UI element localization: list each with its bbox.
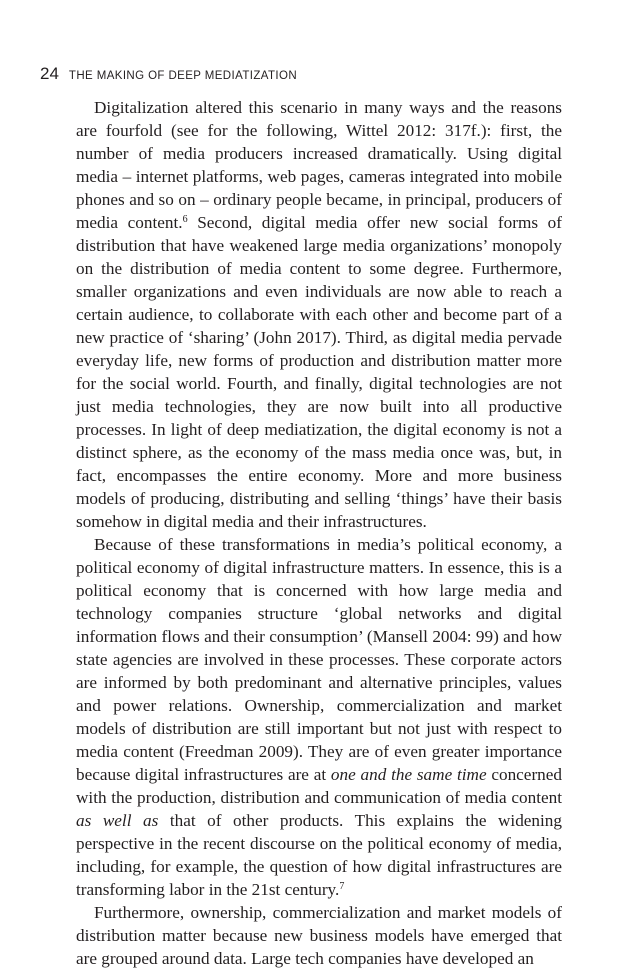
page-number: 24 (40, 64, 59, 83)
paragraph-1-text-a: Digitalization altered this scenario in many ways and the reasons are fourfold (see for the following, Wittel 2012: 317f.): first, the number of media producers increased dramatically. Using digital media – internet platforms, web pages, cameras integrated into mobile phones and so on – ordinary people became, in principal, producers of media content. (76, 98, 562, 232)
paragraph-2-text-b: concerned with the production, distribution and communication of media content (76, 765, 562, 807)
paragraph-3-text-a: Furthermore, ownership, commercialization and market models of distribution matter because new business models have emerged that are grouped around data. Large tech companies have developed an (76, 903, 562, 968)
running-title: THE MAKING OF DEEP MEDIATIZATION (68, 70, 298, 82)
paragraph-2-italic-b: as well as (76, 811, 159, 830)
body-text (76, 96, 562, 970)
footnote-marker-7: 7 (339, 881, 345, 892)
paragraph-1-text-b: Second, digital media offer new social forms of distribution that have weakened large media organizations’ monopoly on the distribution of media content to some degree. Furthermore, smaller organizations and even individuals are now able to reach a certain audience, to collaborate with each other and become part of a new practice of ‘sharing’ (John 2017). Third, as digital media pervade everyday life, new forms of production and distribution matter more for the social world. Fourth, and finally, digital technologies are not just media technologies, they are now built into all productive processes. In light of deep mediatization, the digital economy is not a distinct sphere, as the economy of the mass media once was, but, in fact, encompasses the entire economy. More and more business models of producing, distributing and selling ‘things’ have their basis somehow in digital media and their infrastructures. (76, 213, 562, 531)
paragraph-1 (76, 96, 562, 533)
paragraph-3 (76, 901, 562, 970)
paragraph-2-text-c: that of other products. This explains the widening perspective in the recent discourse on the political economy of media, including, for example, the question of how digital infrastructures are transforming labor in the 21st century. (76, 811, 562, 899)
paragraph-2-italic-a: one and the same time (330, 765, 487, 784)
paragraph-2 (76, 533, 562, 901)
footnote-marker-6: 6 (182, 214, 188, 225)
running-head (40, 64, 297, 84)
paragraph-2-text-a: Because of these transformations in media’s political economy, a political economy of digital infrastructure matters. In essence, this is a political economy that is concerned with how large media and technology companies structure ‘global networks and digital information flows and their consumption’ (Mansell 2004: 99) and how state agencies are involved in these processes. These corporate actors are informed by both predominant and alternative principles, values and power relations. Ownership, commercialization and market models of distribution are still important but not just with respect to media content (Freedman 2009). They are of even greater importance because digital infrastructures are at (76, 535, 562, 784)
